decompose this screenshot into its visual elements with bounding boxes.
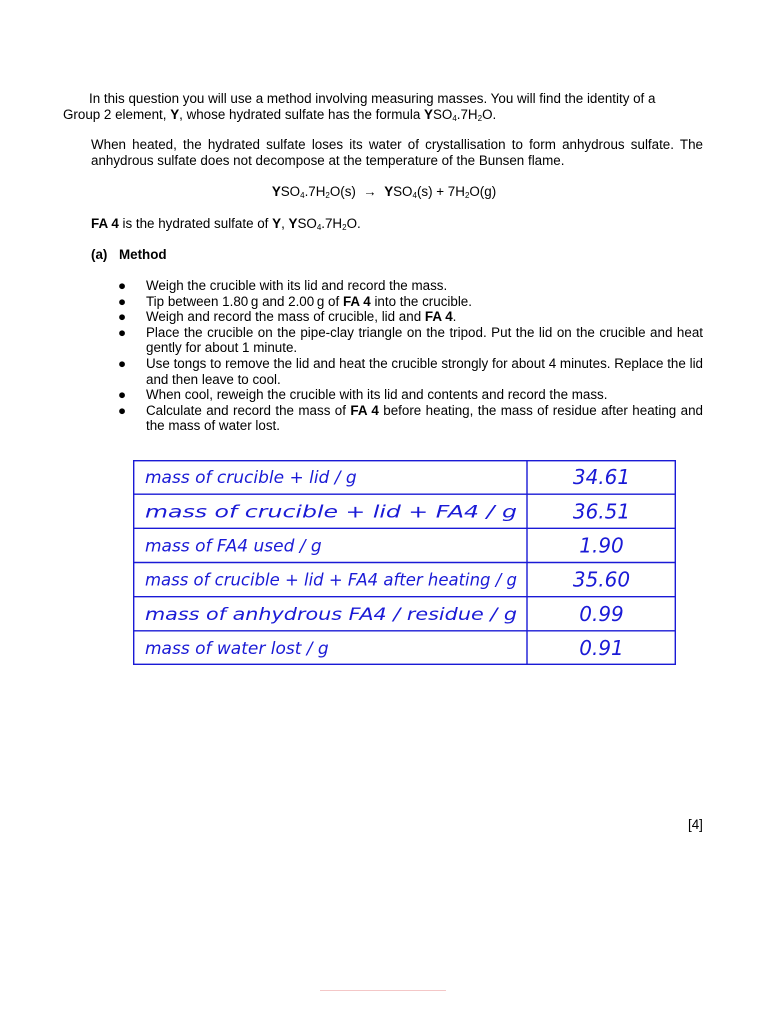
- bullet-icon: ●: [118, 387, 127, 403]
- part-a-heading: (a) Method: [91, 247, 167, 262]
- footer-divider: [320, 990, 446, 991]
- table-row-label: mass of crucible + lid / g: [145, 468, 357, 489]
- intro-line-2: Group 2 element, Y, whose hydrated sulfate has the formula $YSO_4.7H_2O$.: [63, 107, 497, 123]
- bullet-icon: ●: [118, 293, 127, 309]
- method-step: ● Weigh and record the mass of crucible, lid and FA 4.: [118, 309, 457, 325]
- table-row-value: 1.90: [579, 533, 624, 558]
- heating-description: When heated, the hydrated sulfate loses its water of crystallisation to form anhydrous sulfate. The anhydrous sulfate does not decompose at the temperature of the Bunsen flame.: [91, 137, 703, 168]
- table-row-label: mass of anhydrous FA4 / residue / g: [145, 604, 518, 625]
- table-row-value: 0.91: [579, 635, 624, 660]
- bullet-icon: ●: [118, 278, 127, 293]
- method-step: ● When cool, reweigh the crucible with its lid and contents and record the mass.: [118, 387, 608, 403]
- bullet-icon: ●: [118, 324, 127, 340]
- table-row-label: mass of FA4 used / g: [145, 536, 322, 557]
- reaction-equation: $YSO_4.7H_2O(s) \to YSO_4(s) + 7H_2O(g)$: [271, 184, 497, 200]
- table-row-label: mass of crucible + lid + FA4 / g: [145, 502, 518, 523]
- marks-indicator: [4]: [688, 817, 703, 832]
- bullet-icon: ●: [118, 355, 127, 371]
- results-table: [133, 460, 676, 665]
- method-step: ● Place the crucible on the pipe-clay triangle on the tripod. Put the lid on the crucible and heat gently for about 1 minute.: [118, 324, 703, 356]
- method-step: ● Use tongs to remove the lid and heat the crucible strongly for about 4 minutes. Replace the lid and then leave to cool.: [118, 355, 703, 387]
- table-row-value: 34.61: [572, 465, 631, 490]
- fa4-statement: FA 4 is the hydrated sulfate of Y, $YSO_4.7H_2O$.: [91, 216, 361, 232]
- table-row-label: mass of crucible + lid + FA4 after heating / g: [145, 570, 518, 591]
- method-step: ● Tip between 1.80 g and 2.00 g of FA 4 into the crucible.: [118, 293, 472, 309]
- table-row-value: 36.51: [572, 499, 631, 524]
- method-list: [118, 278, 703, 434]
- method-step: ● Calculate and record the mass of FA 4 before heating, the mass of residue after heating and the mass of water lost.: [118, 402, 703, 434]
- method-step: ● Weigh the crucible with its lid and record the mass.: [118, 278, 448, 293]
- intro-line-1: In this question you will use a method involving measuring masses. You will find the identity of a: [89, 91, 656, 106]
- arrow-icon: →: [363, 184, 377, 199]
- bullet-icon: ●: [118, 402, 127, 418]
- bullet-icon: ●: [118, 309, 127, 325]
- table-row-label: mass of water lost / g: [145, 638, 329, 659]
- table-row-value: 0.99: [579, 601, 624, 626]
- table-row-value: 35.60: [572, 567, 631, 592]
